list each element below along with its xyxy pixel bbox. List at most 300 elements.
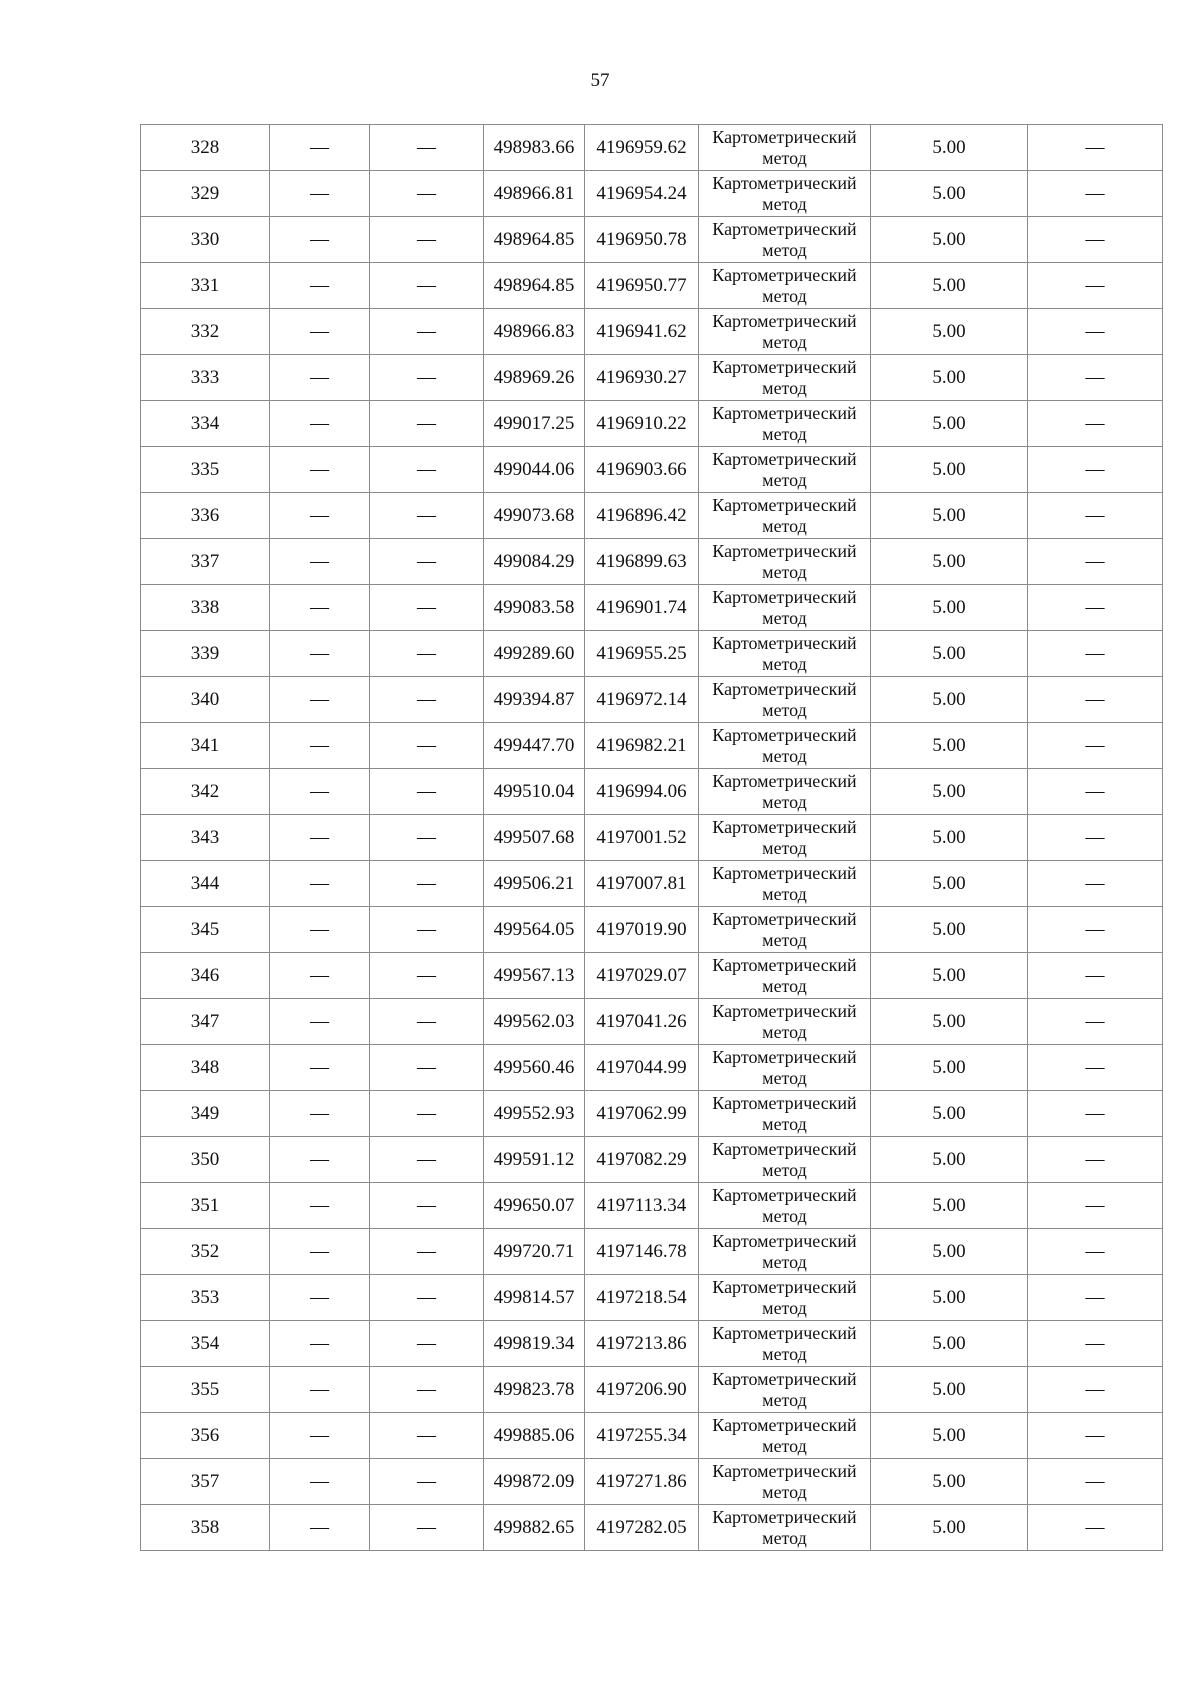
method-line-2: метод	[762, 1297, 807, 1318]
method-line-1: Картометрический	[712, 1414, 857, 1435]
dash-cell: —	[370, 355, 484, 401]
dash-cell: —	[1028, 447, 1163, 493]
dash-cell: —	[370, 401, 484, 447]
accuracy-cell: 5.00	[871, 1137, 1028, 1183]
x-coordinate-cell: 499084.29	[484, 539, 585, 585]
y-coordinate-cell: 4196941.62	[585, 309, 699, 355]
point-number-cell: 341	[141, 723, 270, 769]
method-line-2: метод	[762, 975, 807, 996]
accuracy-cell: 5.00	[871, 1091, 1028, 1137]
point-number-cell: 340	[141, 677, 270, 723]
method-line-2: метод	[762, 193, 807, 214]
dash-cell: —	[370, 1321, 484, 1367]
point-number-cell: 337	[141, 539, 270, 585]
page-number: 57	[590, 70, 610, 91]
y-coordinate-cell: 4197218.54	[585, 1275, 699, 1321]
dash-cell: —	[270, 1229, 370, 1275]
x-coordinate-cell: 498964.85	[484, 263, 585, 309]
method-line-1: Картометрический	[712, 1138, 857, 1159]
y-coordinate-cell: 4197255.34	[585, 1413, 699, 1459]
table-row	[141, 263, 1163, 309]
point-number-cell: 345	[141, 907, 270, 953]
dash-cell: —	[370, 677, 484, 723]
dash-cell: —	[1028, 309, 1163, 355]
x-coordinate-cell: 499720.71	[484, 1229, 585, 1275]
dash-cell: —	[1028, 769, 1163, 815]
method-line-2: метод	[762, 147, 807, 168]
table-row	[141, 125, 1163, 171]
accuracy-cell: 5.00	[871, 1367, 1028, 1413]
method-cell	[699, 539, 871, 585]
point-number-cell: 338	[141, 585, 270, 631]
method-cell	[699, 677, 871, 723]
accuracy-cell: 5.00	[871, 1505, 1028, 1551]
table-row	[141, 1321, 1163, 1367]
method-line-1: Картометрический	[712, 1276, 857, 1297]
point-number-cell: 333	[141, 355, 270, 401]
method-line-1: Картометрический	[712, 1046, 857, 1067]
method-line-2: метод	[762, 1343, 807, 1364]
accuracy-cell: 5.00	[871, 263, 1028, 309]
y-coordinate-cell: 4196896.42	[585, 493, 699, 539]
table-row	[141, 1413, 1163, 1459]
point-number-cell: 328	[141, 125, 270, 171]
point-number-cell: 351	[141, 1183, 270, 1229]
dash-cell: —	[270, 1459, 370, 1505]
x-coordinate-cell: 498966.81	[484, 171, 585, 217]
table-row	[141, 1091, 1163, 1137]
point-number-cell: 334	[141, 401, 270, 447]
dash-cell: —	[270, 999, 370, 1045]
y-coordinate-cell: 4196899.63	[585, 539, 699, 585]
point-number-cell: 346	[141, 953, 270, 999]
dash-cell: —	[270, 769, 370, 815]
dash-cell: —	[1028, 125, 1163, 171]
method-line-1: Картометрический	[712, 310, 857, 331]
dash-cell: —	[370, 1275, 484, 1321]
method-line-1: Картометрический	[712, 356, 857, 377]
dash-cell: —	[370, 999, 484, 1045]
x-coordinate-cell: 499814.57	[484, 1275, 585, 1321]
method-line-1: Картометрический	[712, 448, 857, 469]
dash-cell: —	[1028, 953, 1163, 999]
method-cell	[699, 263, 871, 309]
point-number-cell: 331	[141, 263, 270, 309]
x-coordinate-cell: 499507.68	[484, 815, 585, 861]
y-coordinate-cell: 4197062.99	[585, 1091, 699, 1137]
accuracy-cell: 5.00	[871, 1275, 1028, 1321]
method-line-1: Картометрический	[712, 1092, 857, 1113]
accuracy-cell: 5.00	[871, 447, 1028, 493]
y-coordinate-cell: 4196910.22	[585, 401, 699, 447]
x-coordinate-cell: 499447.70	[484, 723, 585, 769]
table-row	[141, 723, 1163, 769]
method-line-1: Картометрический	[712, 1460, 857, 1481]
method-cell	[699, 769, 871, 815]
method-line-1: Картометрический	[712, 264, 857, 285]
method-line-1: Картометрический	[712, 402, 857, 423]
x-coordinate-cell: 499510.04	[484, 769, 585, 815]
point-number-cell: 344	[141, 861, 270, 907]
y-coordinate-cell: 4196930.27	[585, 355, 699, 401]
dash-cell: —	[1028, 217, 1163, 263]
accuracy-cell: 5.00	[871, 677, 1028, 723]
x-coordinate-cell: 499823.78	[484, 1367, 585, 1413]
x-coordinate-cell: 499552.93	[484, 1091, 585, 1137]
dash-cell: —	[1028, 355, 1163, 401]
method-cell	[699, 999, 871, 1045]
x-coordinate-cell: 498983.66	[484, 125, 585, 171]
dash-cell: —	[270, 907, 370, 953]
dash-cell: —	[1028, 585, 1163, 631]
table-row	[141, 1459, 1163, 1505]
dash-cell: —	[1028, 1045, 1163, 1091]
method-cell	[699, 1321, 871, 1367]
point-number-cell: 352	[141, 1229, 270, 1275]
method-cell	[699, 815, 871, 861]
method-line-2: метод	[762, 515, 807, 536]
dash-cell: —	[370, 447, 484, 493]
x-coordinate-cell: 499591.12	[484, 1137, 585, 1183]
dash-cell: —	[270, 171, 370, 217]
method-line-1: Картометрический	[712, 218, 857, 239]
accuracy-cell: 5.00	[871, 539, 1028, 585]
x-coordinate-cell: 499819.34	[484, 1321, 585, 1367]
method-line-2: метод	[762, 1021, 807, 1042]
point-number-cell: 355	[141, 1367, 270, 1413]
dash-cell: —	[370, 1183, 484, 1229]
y-coordinate-cell: 4196955.25	[585, 631, 699, 677]
point-number-cell: 354	[141, 1321, 270, 1367]
method-cell	[699, 1091, 871, 1137]
table-row	[141, 539, 1163, 585]
dash-cell: —	[270, 125, 370, 171]
method-line-2: метод	[762, 883, 807, 904]
point-number-cell: 329	[141, 171, 270, 217]
table-row	[141, 171, 1163, 217]
dash-cell: —	[270, 447, 370, 493]
table-row	[141, 1137, 1163, 1183]
accuracy-cell: 5.00	[871, 861, 1028, 907]
method-cell	[699, 493, 871, 539]
dash-cell: —	[370, 631, 484, 677]
accuracy-cell: 5.00	[871, 217, 1028, 263]
method-line-2: метод	[762, 1113, 807, 1134]
method-line-2: метод	[762, 929, 807, 950]
x-coordinate-cell: 499506.21	[484, 861, 585, 907]
method-line-1: Картометрический	[712, 126, 857, 147]
method-cell	[699, 953, 871, 999]
method-line-2: метод	[762, 423, 807, 444]
method-line-2: метод	[762, 377, 807, 398]
method-line-1: Картометрический	[712, 1368, 857, 1389]
method-cell	[699, 585, 871, 631]
dash-cell: —	[370, 171, 484, 217]
dash-cell: —	[370, 1045, 484, 1091]
dash-cell: —	[370, 1413, 484, 1459]
table-row	[141, 1045, 1163, 1091]
dash-cell: —	[270, 1091, 370, 1137]
y-coordinate-cell: 4196994.06	[585, 769, 699, 815]
table-row	[141, 309, 1163, 355]
coordinates-table	[140, 124, 1163, 1551]
dash-cell: —	[1028, 677, 1163, 723]
dash-cell: —	[1028, 493, 1163, 539]
dash-cell: —	[1028, 815, 1163, 861]
dash-cell: —	[270, 401, 370, 447]
method-line-2: метод	[762, 561, 807, 582]
dash-cell: —	[370, 309, 484, 355]
method-line-2: метод	[762, 469, 807, 490]
method-line-2: метод	[762, 331, 807, 352]
accuracy-cell: 5.00	[871, 999, 1028, 1045]
table-row	[141, 769, 1163, 815]
table-row	[141, 585, 1163, 631]
method-line-1: Картометрический	[712, 1322, 857, 1343]
y-coordinate-cell: 4197113.34	[585, 1183, 699, 1229]
y-coordinate-cell: 4197029.07	[585, 953, 699, 999]
point-number-cell: 335	[141, 447, 270, 493]
method-cell	[699, 1505, 871, 1551]
point-number-cell: 336	[141, 493, 270, 539]
dash-cell: —	[370, 769, 484, 815]
x-coordinate-cell: 499882.65	[484, 1505, 585, 1551]
point-number-cell: 349	[141, 1091, 270, 1137]
table-row	[141, 217, 1163, 263]
y-coordinate-cell: 4197146.78	[585, 1229, 699, 1275]
y-coordinate-cell: 4197282.05	[585, 1505, 699, 1551]
accuracy-cell: 5.00	[871, 1413, 1028, 1459]
x-coordinate-cell: 499044.06	[484, 447, 585, 493]
y-coordinate-cell: 4197007.81	[585, 861, 699, 907]
x-coordinate-cell: 498964.85	[484, 217, 585, 263]
method-line-2: метод	[762, 607, 807, 628]
method-line-2: метод	[762, 1205, 807, 1226]
point-number-cell: 343	[141, 815, 270, 861]
x-coordinate-cell: 499562.03	[484, 999, 585, 1045]
table-row	[141, 907, 1163, 953]
dash-cell: —	[1028, 1413, 1163, 1459]
dash-cell: —	[1028, 907, 1163, 953]
dash-cell: —	[270, 631, 370, 677]
table-row	[141, 1275, 1163, 1321]
dash-cell: —	[270, 1183, 370, 1229]
y-coordinate-cell: 4197271.86	[585, 1459, 699, 1505]
method-line-1: Картометрический	[712, 954, 857, 975]
point-number-cell: 342	[141, 769, 270, 815]
method-cell	[699, 401, 871, 447]
method-line-1: Картометрический	[712, 586, 857, 607]
y-coordinate-cell: 4196954.24	[585, 171, 699, 217]
method-line-1: Картометрический	[712, 494, 857, 515]
x-coordinate-cell: 499650.07	[484, 1183, 585, 1229]
method-line-2: метод	[762, 745, 807, 766]
dash-cell: —	[270, 723, 370, 769]
dash-cell: —	[370, 539, 484, 585]
method-line-1: Картометрический	[712, 816, 857, 837]
point-number-cell: 356	[141, 1413, 270, 1459]
accuracy-cell: 5.00	[871, 171, 1028, 217]
point-number-cell: 358	[141, 1505, 270, 1551]
dash-cell: —	[270, 953, 370, 999]
accuracy-cell: 5.00	[871, 953, 1028, 999]
dash-cell: —	[370, 1367, 484, 1413]
x-coordinate-cell: 499560.46	[484, 1045, 585, 1091]
dash-cell: —	[1028, 861, 1163, 907]
method-line-2: метод	[762, 1159, 807, 1180]
method-cell	[699, 1183, 871, 1229]
accuracy-cell: 5.00	[871, 401, 1028, 447]
x-coordinate-cell: 499083.58	[484, 585, 585, 631]
method-cell	[699, 1137, 871, 1183]
dash-cell: —	[1028, 1137, 1163, 1183]
dash-cell: —	[1028, 1275, 1163, 1321]
x-coordinate-cell: 499394.87	[484, 677, 585, 723]
dash-cell: —	[370, 1137, 484, 1183]
dash-cell: —	[370, 1091, 484, 1137]
dash-cell: —	[1028, 1459, 1163, 1505]
method-line-2: метод	[762, 285, 807, 306]
table-row	[141, 1229, 1163, 1275]
method-cell	[699, 125, 871, 171]
dash-cell: —	[1028, 723, 1163, 769]
method-line-1: Картометрический	[712, 172, 857, 193]
dash-cell: —	[270, 1321, 370, 1367]
accuracy-cell: 5.00	[871, 1183, 1028, 1229]
dash-cell: —	[270, 493, 370, 539]
point-number-cell: 348	[141, 1045, 270, 1091]
dash-cell: —	[370, 815, 484, 861]
dash-cell: —	[270, 861, 370, 907]
table-row	[141, 493, 1163, 539]
method-cell	[699, 309, 871, 355]
dash-cell: —	[1028, 401, 1163, 447]
table-row	[141, 815, 1163, 861]
method-cell	[699, 1275, 871, 1321]
method-line-2: метод	[762, 1481, 807, 1502]
method-line-1: Картометрический	[712, 724, 857, 745]
dash-cell: —	[270, 1505, 370, 1551]
dash-cell: —	[1028, 999, 1163, 1045]
accuracy-cell: 5.00	[871, 631, 1028, 677]
method-cell	[699, 217, 871, 263]
table-row	[141, 953, 1163, 999]
x-coordinate-cell: 499885.06	[484, 1413, 585, 1459]
dash-cell: —	[370, 493, 484, 539]
method-line-2: метод	[762, 239, 807, 260]
method-line-1: Картометрический	[712, 678, 857, 699]
dash-cell: —	[370, 125, 484, 171]
accuracy-cell: 5.00	[871, 1459, 1028, 1505]
method-line-2: метод	[762, 1067, 807, 1088]
table-row	[141, 1183, 1163, 1229]
method-line-2: метод	[762, 1389, 807, 1410]
dash-cell: —	[270, 677, 370, 723]
table-row	[141, 355, 1163, 401]
dash-cell: —	[370, 861, 484, 907]
dash-cell: —	[270, 1367, 370, 1413]
x-coordinate-cell: 499073.68	[484, 493, 585, 539]
method-cell	[699, 631, 871, 677]
x-coordinate-cell: 498966.83	[484, 309, 585, 355]
method-line-2: метод	[762, 653, 807, 674]
dash-cell: —	[1028, 263, 1163, 309]
dash-cell: —	[1028, 631, 1163, 677]
x-coordinate-cell: 498969.26	[484, 355, 585, 401]
method-line-1: Картометрический	[712, 632, 857, 653]
accuracy-cell: 5.00	[871, 493, 1028, 539]
method-line-1: Картометрический	[712, 862, 857, 883]
method-cell	[699, 1045, 871, 1091]
dash-cell: —	[370, 1505, 484, 1551]
dash-cell: —	[1028, 1229, 1163, 1275]
dash-cell: —	[270, 539, 370, 585]
method-cell	[699, 171, 871, 217]
y-coordinate-cell: 4196982.21	[585, 723, 699, 769]
method-cell	[699, 1459, 871, 1505]
dash-cell: —	[1028, 1321, 1163, 1367]
table-row	[141, 447, 1163, 493]
dash-cell: —	[270, 1413, 370, 1459]
dash-cell: —	[270, 309, 370, 355]
x-coordinate-cell: 499567.13	[484, 953, 585, 999]
y-coordinate-cell: 4196901.74	[585, 585, 699, 631]
point-number-cell: 347	[141, 999, 270, 1045]
dash-cell: —	[370, 723, 484, 769]
accuracy-cell: 5.00	[871, 723, 1028, 769]
table-row	[141, 677, 1163, 723]
table-row	[141, 401, 1163, 447]
method-cell	[699, 1413, 871, 1459]
method-line-1: Картометрический	[712, 908, 857, 929]
accuracy-cell: 5.00	[871, 355, 1028, 401]
accuracy-cell: 5.00	[871, 125, 1028, 171]
dash-cell: —	[270, 217, 370, 263]
y-coordinate-cell: 4196950.78	[585, 217, 699, 263]
dash-cell: —	[370, 585, 484, 631]
method-line-2: метод	[762, 1527, 807, 1548]
x-coordinate-cell: 499872.09	[484, 1459, 585, 1505]
dash-cell: —	[270, 1275, 370, 1321]
method-cell	[699, 355, 871, 401]
dash-cell: —	[370, 1229, 484, 1275]
accuracy-cell: 5.00	[871, 309, 1028, 355]
dash-cell: —	[270, 585, 370, 631]
table-body	[141, 125, 1163, 1551]
point-number-cell: 350	[141, 1137, 270, 1183]
x-coordinate-cell: 499017.25	[484, 401, 585, 447]
dash-cell: —	[270, 1137, 370, 1183]
dash-cell: —	[370, 1459, 484, 1505]
y-coordinate-cell: 4196950.77	[585, 263, 699, 309]
method-line-1: Картометрический	[712, 1506, 857, 1527]
y-coordinate-cell: 4197019.90	[585, 907, 699, 953]
dash-cell: —	[1028, 1183, 1163, 1229]
method-cell	[699, 1367, 871, 1413]
y-coordinate-cell: 4196972.14	[585, 677, 699, 723]
accuracy-cell: 5.00	[871, 1321, 1028, 1367]
point-number-cell: 357	[141, 1459, 270, 1505]
y-coordinate-cell: 4197206.90	[585, 1367, 699, 1413]
dash-cell: —	[1028, 1367, 1163, 1413]
dash-cell: —	[370, 953, 484, 999]
dash-cell: —	[270, 1045, 370, 1091]
table-row	[141, 861, 1163, 907]
dash-cell: —	[370, 217, 484, 263]
dash-cell: —	[270, 263, 370, 309]
y-coordinate-cell: 4197044.99	[585, 1045, 699, 1091]
method-line-1: Картометрический	[712, 540, 857, 561]
